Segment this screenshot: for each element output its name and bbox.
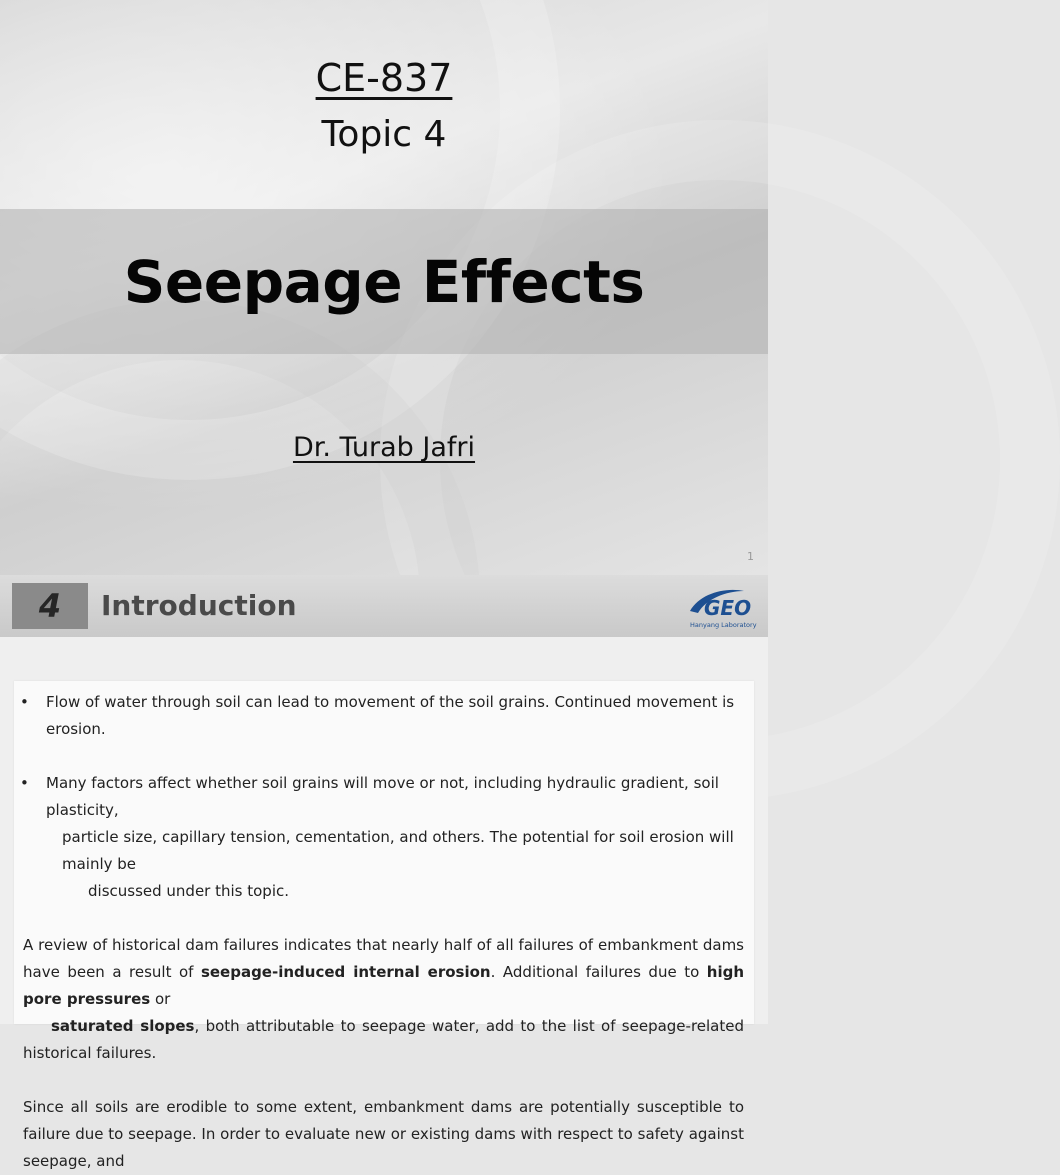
slide-title: Seepage Effects <box>123 248 645 316</box>
emphasis-text: seepage-induced internal erosion <box>200 963 491 981</box>
bullet-text: Many factors affect whether soil grains will move or not, including hydraulic gradient, soil plasticity, <box>46 774 719 819</box>
slide-header <box>0 575 768 637</box>
topic-label: Topic 4 <box>321 114 447 155</box>
bullet-text: Flow of water through soil can lead to movement of the soil grains. Continued movement is erosion. <box>46 693 735 738</box>
course-code: CE-837 <box>315 56 453 100</box>
paragraph-text: or <box>150 990 171 1008</box>
bullet-item <box>14 689 754 743</box>
topic-number-badge: 4 <box>12 583 88 629</box>
bullet-item <box>14 770 754 824</box>
bullet-continuation: discussed under this topic. <box>88 882 290 900</box>
paragraph-text: , both attributable to seepage water, add to the list of seepage-related historical failures. <box>23 1017 745 1062</box>
paragraph-text: . Additional failures due to <box>490 963 707 981</box>
content-slide <box>0 575 768 1170</box>
bullet-marker: • <box>20 774 29 792</box>
bullet-continuation: particle size, capillary tension, cementation, and others. The potential for soil erosion will mainly be <box>62 828 734 873</box>
bullet-marker: • <box>20 693 29 711</box>
logo-subtitle: Hanyang Laboratory <box>690 621 757 629</box>
geo-logo-icon <box>686 585 762 629</box>
paragraph-erodible-soils: Since all soils are erodible to some extent, embankment dams are potentially susceptible to failure due to seepage. In order to evaluate new or existing dams with respect to safety against seepage, and <box>23 1098 744 1170</box>
logo-text: GEO <box>704 596 752 620</box>
page-number: 1 <box>747 550 754 563</box>
paragraph-text: A review of historical dam failures indicates that nearly half of all failures of embankment dams have been a result of <box>23 936 744 981</box>
paragraph-dam-failures <box>14 932 754 1067</box>
emphasis-text: saturated slopes <box>51 1017 195 1035</box>
author-name: Dr. Turab Jafri <box>292 432 476 463</box>
section-title: Introduction <box>101 589 297 622</box>
title-slide <box>0 0 768 575</box>
emphasis-text: high pore pressures <box>23 963 745 1008</box>
slide-body <box>14 681 754 1170</box>
